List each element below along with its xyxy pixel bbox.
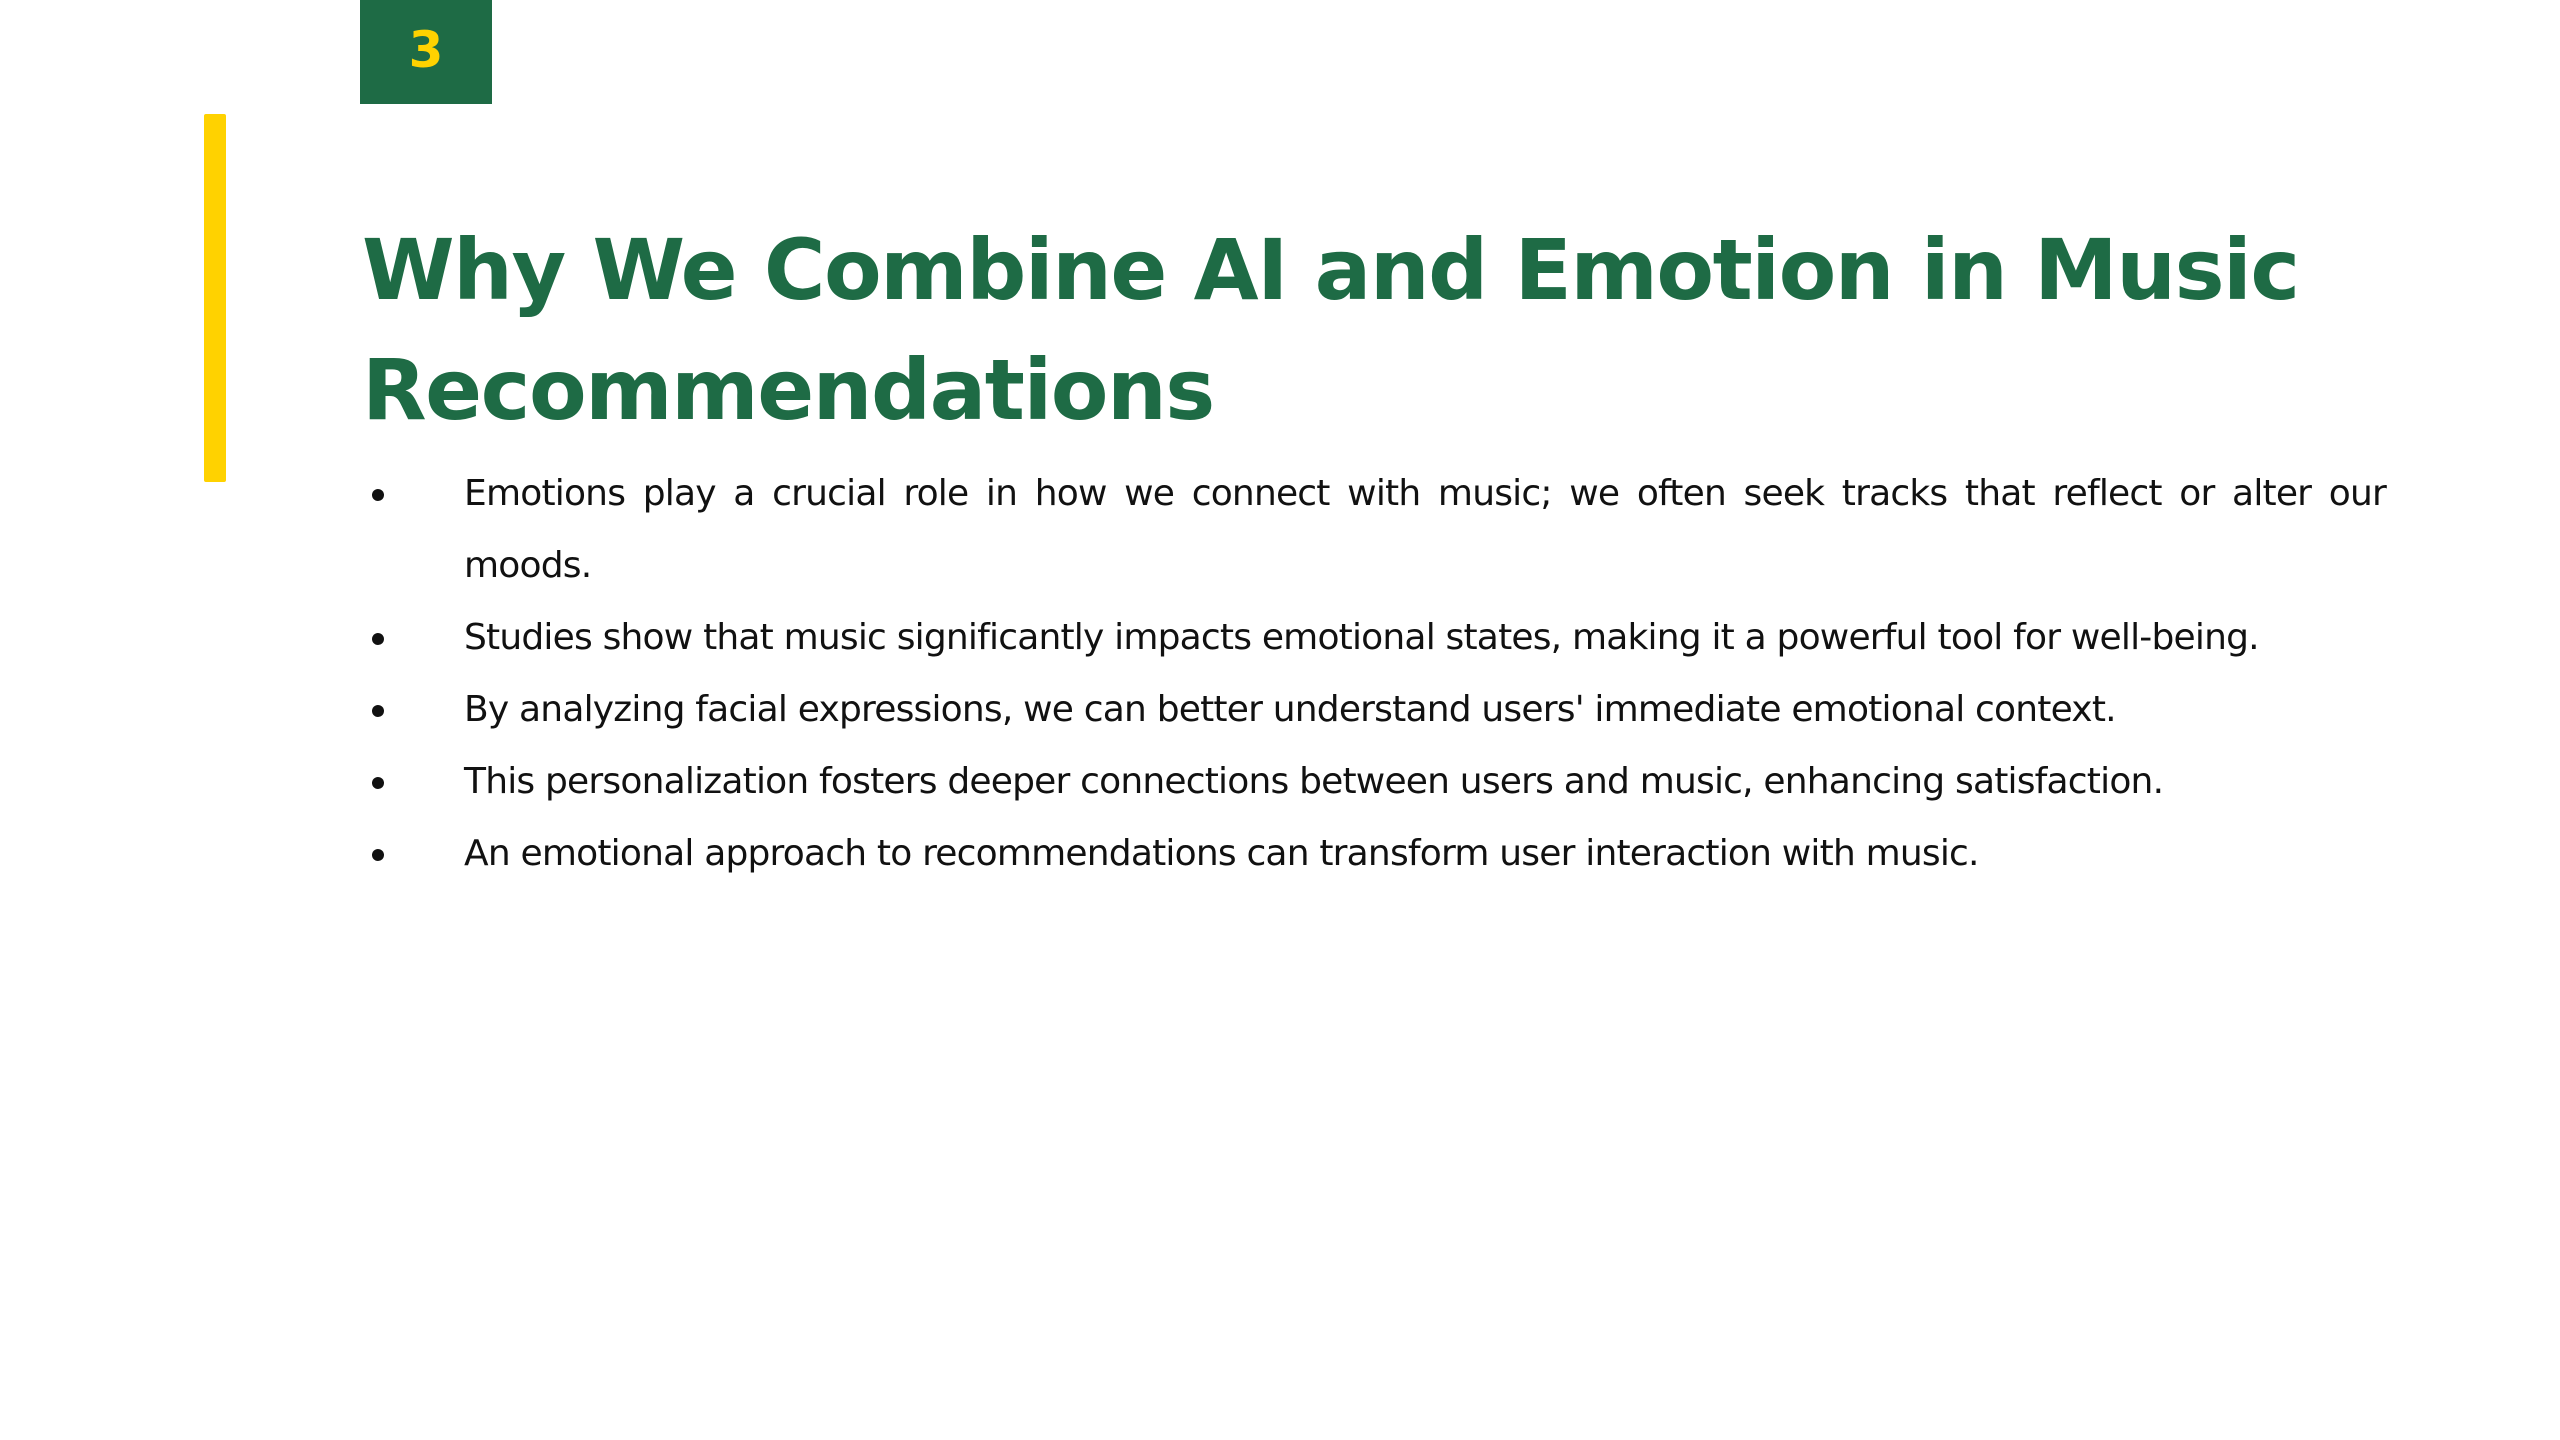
bullet-item <box>362 602 2386 674</box>
slide-number: 3 <box>408 21 444 79</box>
bullet-item <box>362 746 2386 818</box>
bullet-text: Studies show that music significantly impacts emotional states, making it a powerful tool for well-being. <box>464 617 2259 658</box>
bullet-icon <box>372 633 384 645</box>
bullet-icon <box>372 705 384 717</box>
bullet-item <box>362 458 2386 602</box>
bullet-icon <box>372 849 384 861</box>
bullet-text: By analyzing facial expressions, we can better understand users' immediate emotional context. <box>464 689 2116 730</box>
bullet-icon <box>372 489 384 501</box>
bullet-text: An emotional approach to recommendations can transform user interaction with music. <box>464 833 1979 874</box>
bullet-item <box>362 818 2386 890</box>
accent-bar <box>204 114 226 482</box>
slide-title: Why We Combine AI and Emotion in Music Recommendations <box>362 221 2299 439</box>
bullet-list <box>362 458 2386 890</box>
slide-number-badge <box>360 0 492 104</box>
bullet-item <box>362 674 2386 746</box>
bullet-text: This personalization fosters deeper connections between users and music, enhancing satisfaction. <box>464 761 2164 802</box>
bullet-icon <box>372 777 384 789</box>
bullet-text: Emotions play a crucial role in how we connect with music; we often seek tracks that reflect or alter our moods. <box>464 473 2386 586</box>
